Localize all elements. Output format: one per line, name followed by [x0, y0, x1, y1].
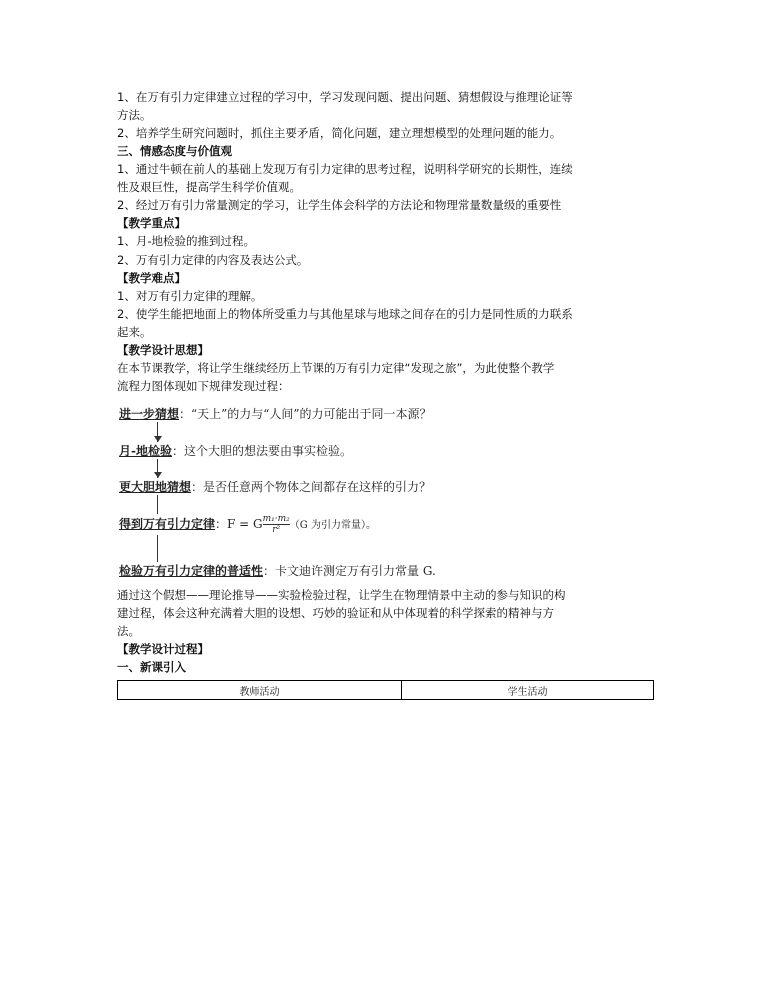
flow-step: 更大胆地猜想：是否任意两个物体之间都存在这样的引力？ [119, 480, 432, 494]
text-line: 通过这个假想——理论推导——实验检验过程，让学生在物理情景中主动的参与知识的构 [117, 588, 566, 602]
text-line: 法。 [117, 624, 140, 638]
section-heading: 【教学设计思想】 [117, 343, 209, 357]
table-header-student: 学生活动 [402, 681, 654, 700]
activity-table [117, 680, 654, 700]
text-line: 起来。 [117, 325, 152, 339]
section-heading: 【教学设计过程】 [117, 642, 209, 656]
table-header-teacher: 教师活动 [118, 681, 402, 700]
formula-fraction: $\frac{\text{m₁·m₂}}{\text{r²}}$ [262, 514, 290, 535]
flow-step: 进一步猜想：“天上”的力与“人间”的力可能出于同一本源？ [119, 407, 432, 421]
text-line: 在本节课教学，将让学生继续经历上节课的万有引力定律“发现之旅”，为此使整个教学 [117, 361, 555, 375]
text-line: 2、万有引力定律的内容及表达公式。 [117, 253, 309, 267]
section-heading: 【教学难点】 [117, 271, 186, 285]
text-line: 2、经过万有引力常量测定的学习，让学生体会科学的方法论和物理常量数量级的重要性 [117, 198, 562, 212]
text-line: 1、通过牛顿在前人的基础上发现万有引力定律的思考过程，说明科学研究的长期性，连续 [117, 162, 573, 176]
flow-step: 检验万有引力定律的普适性：卡文迪许测定万有引力常量 G. [119, 564, 436, 578]
flow-step: 月-地检验：这个大胆的想法要由事实检验。 [119, 444, 352, 458]
text-line: 2、使学生能把地面上的物体所受重力与其他星球与地球之间存在的引力是同性质的力联系 [117, 307, 573, 321]
text-line: 流程力图体现如下规律发现过程： [117, 379, 290, 393]
text-line: 1、月-地检验的推到过程。 [117, 234, 255, 248]
flow-diagram [117, 402, 537, 582]
text-line: 方法。 [117, 108, 152, 122]
section-heading: 一、新课引入 [117, 660, 186, 674]
text-line: 性及艰巨性，提高学生科学价值观。 [117, 180, 301, 194]
text-line: 1、对万有引力定律的理解。 [117, 289, 263, 303]
text-line: 1、在万有引力定律建立过程的学习中，学习发现问题、提出问题、猜想假设与推理论证等 [117, 90, 573, 104]
text-line: 建过程，体会这种充满着大胆的设想、巧妙的验证和从中体现着的科学探索的精神与方 [117, 606, 554, 620]
flow-step: 得到万有引力定律：F = G $\frac{\text{m₁·m₂}}{\text{r²}}$ （G 为引力常量）。 [119, 514, 376, 535]
text-line: 2、培养学生研究问题时，抓住主要矛盾，简化问题，建立理想模型的处理问题的能力。 [117, 126, 562, 140]
section-heading: 三、情感态度与价值观 [117, 144, 232, 158]
section-heading: 【教学重点】 [117, 216, 186, 230]
